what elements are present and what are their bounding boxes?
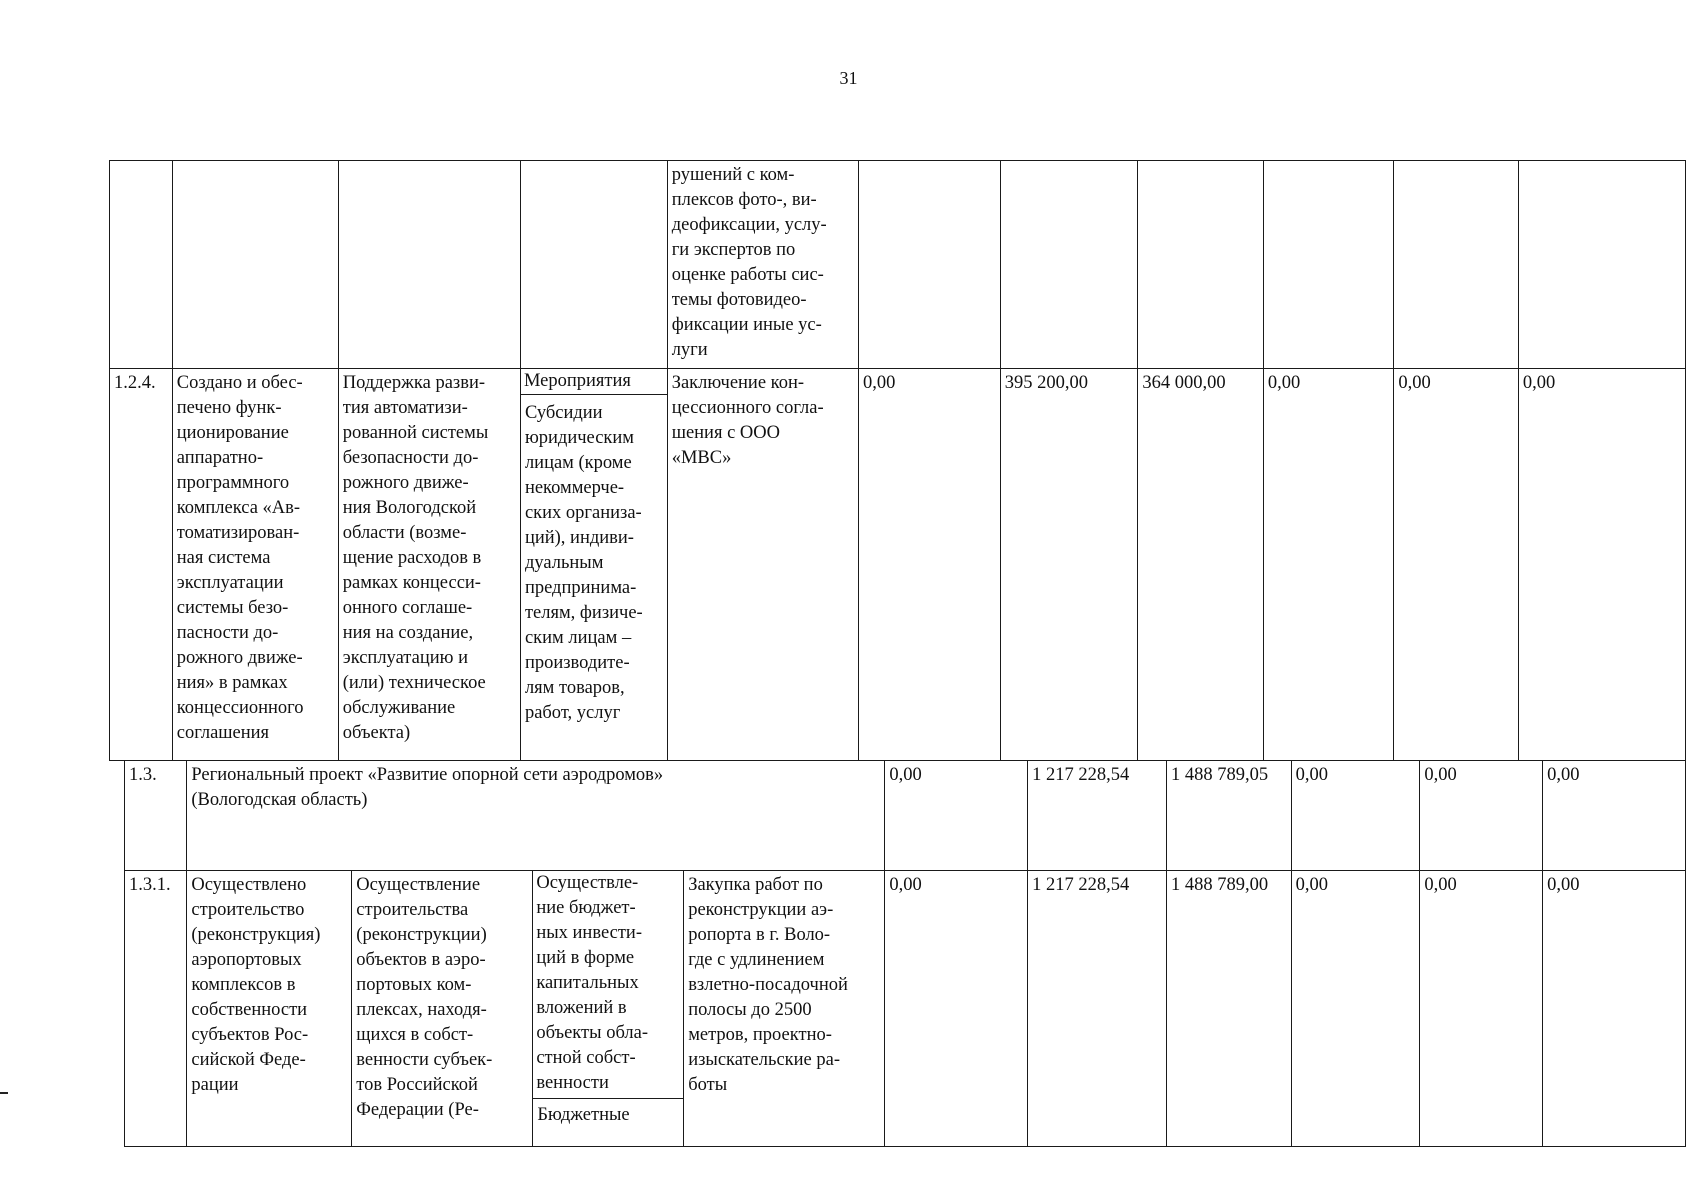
value-6: 0,00 (1543, 761, 1686, 871)
value-5: 0,00 (1420, 761, 1543, 871)
table-row-1-3-1 (125, 871, 1686, 1147)
value-3: 1 488 789,00 (1166, 871, 1291, 1147)
budget-table-lower (124, 760, 1686, 1147)
margin-mark (0, 1092, 8, 1094)
table-row-1-2-4 (110, 369, 1686, 761)
cell-event (338, 161, 520, 369)
row-number: 1.2.4. (110, 369, 173, 761)
value-5: 0,00 (1394, 369, 1519, 761)
type-header: Мероприятия (523, 371, 631, 391)
value-4: 0,00 (1291, 871, 1420, 1147)
row-number: 1.3.1. (125, 871, 187, 1147)
table-row-continuation (110, 161, 1686, 369)
value-6: 0,00 (1518, 369, 1685, 761)
cell-result-text (667, 161, 858, 369)
row-number: 1.3. (125, 761, 187, 871)
cell-v6 (1518, 161, 1685, 369)
cell-result (172, 161, 338, 369)
value-4: 0,00 (1291, 761, 1420, 871)
result-description: Создано и обес- печено функ- ционирование аппаратно- программного комплекса «Ав- томатизирован- ная система эксплуатации системы безо- пасности до- рожного движе- ния» в рамках концессионного соглашения (176, 373, 304, 743)
value-5: 0,00 (1420, 871, 1543, 1147)
value-3: 364 000,00 (1138, 369, 1264, 761)
result-description: Осуществлено строительство (реконструкция) аэропортовых комплексов в собственности субъектов Рос- сийской Феде- рации (191, 875, 321, 1095)
value-4: 0,00 (1263, 369, 1394, 761)
budget-table-upper (109, 160, 1686, 761)
value-6: 0,00 (1543, 871, 1686, 1147)
cell-v1 (859, 161, 1001, 369)
value-3: 1 488 789,05 (1166, 761, 1291, 871)
result-text: Закупка работ по реконструкции аэ- ропорта в г. Воло- где с удлинением взлетно-посадочной полосы до 2500 метров, проектно- изыскательские ра- боты (688, 875, 848, 1095)
type-cell (520, 369, 667, 761)
page-number: 31 (839, 68, 858, 88)
value-2: 1 217 228,54 (1028, 871, 1167, 1147)
value-2: 1 217 228,54 (1028, 761, 1167, 871)
event-description: Поддержка разви- тия автоматизи- рованной системы безопасности до- рожного движе- ния Вологодской области (возме- щение расходов в рамках концесси- онного соглаше- ния на создание, эксплуатацию и (или) техническое обслуживание объекта) (342, 373, 489, 743)
value-2: 395 200,00 (1000, 369, 1138, 761)
value-1: 0,00 (859, 369, 1001, 761)
value-1: 0,00 (885, 871, 1028, 1147)
event-description: Осуществление строительства (реконструкции) объектов в аэро- портовых ком- плексах, находя- щихся в собст- венности субъек- тов Российской Федерации (Ре- (356, 875, 493, 1120)
type-header: Осуществле- ние бюджет- ных инвести- ций в форме капитальных вложений в объекты обла- стной собст- венности (536, 873, 648, 1093)
cell-type (520, 161, 667, 369)
type-detail: Субсидии юридическим лицам (кроме некоммерче- ских организа- ций), индиви- дуальным предпринима- телям, физиче- ским лицам – производите- лям товаров, работ, услуг (524, 403, 643, 723)
type-cell (533, 871, 684, 1147)
result-text-continuation: рушений с ком- плексов фото-, ви- деофиксации, услу- ги экспертов по оценке работы сис- темы фотовидео- фиксации иные ус- луги (671, 165, 827, 360)
value-1: 0,00 (885, 761, 1028, 871)
project-title: Региональный проект «Развитие опорной сети аэродромов» (Вологодская область) (191, 765, 664, 810)
cell-v5 (1394, 161, 1519, 369)
cell-v2 (1000, 161, 1138, 369)
cell-v3 (1138, 161, 1264, 369)
cell-num (110, 161, 173, 369)
cell-v4 (1263, 161, 1394, 369)
result-text: Заключение кон- цессионного согла- шения с ООО «МВС» (671, 373, 824, 468)
table-row-1-3 (125, 761, 1686, 871)
type-detail: Бюджетные (537, 1105, 630, 1125)
